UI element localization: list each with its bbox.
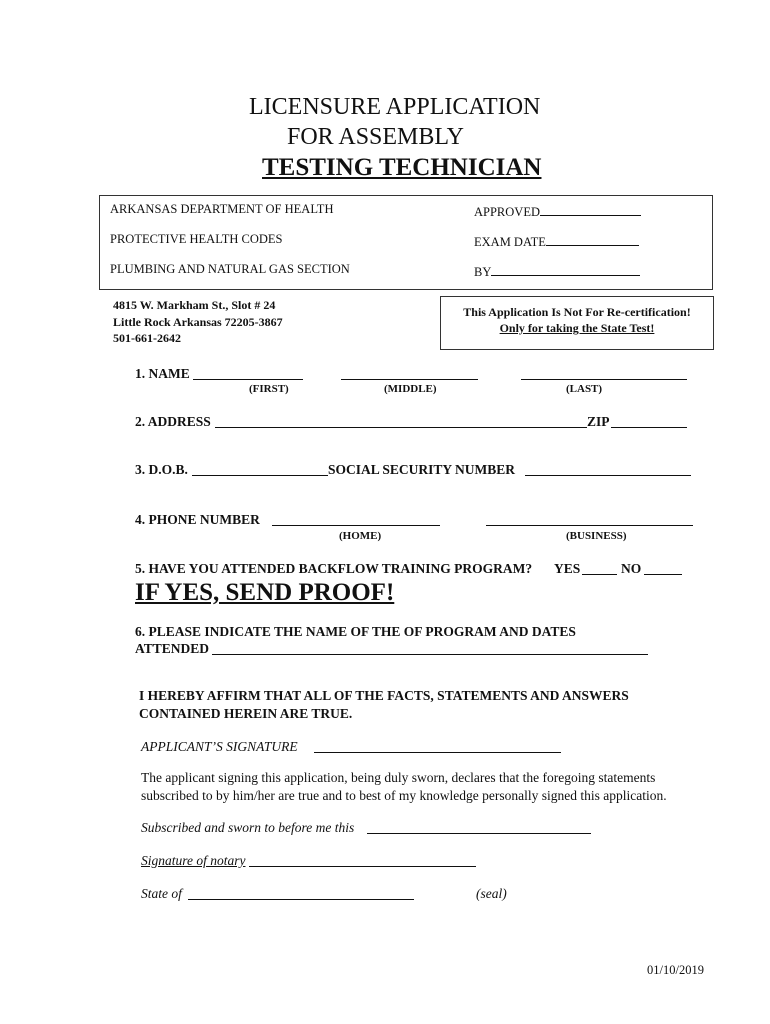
zip-label: ZIP (587, 414, 610, 429)
attended-label: ATTENDED (135, 641, 210, 656)
title-line-3: TESTING TECHNICIAN (262, 154, 542, 181)
seal-label: (seal) (476, 886, 507, 901)
first-caption: (FIRST) (249, 383, 289, 395)
approved-label: APPROVED (474, 205, 540, 219)
address-label: 2. ADDRESS (135, 414, 211, 429)
approved-line[interactable] (540, 202, 641, 216)
notice-line-1: This Application Is Not For Re-certification! (463, 305, 691, 319)
name-label: 1. NAME (135, 366, 190, 381)
dob-line[interactable] (192, 462, 328, 476)
approved-field[interactable] (474, 202, 641, 220)
subscribed-line[interactable] (367, 820, 591, 834)
zip-line[interactable] (611, 414, 687, 428)
exam-date-label: EXAM DATE (474, 235, 546, 249)
dept-name: ARKANSAS DEPARTMENT OF HEALTH (110, 202, 334, 216)
address-line-1: 4815 W. Markham St., Slot # 24 (113, 298, 276, 312)
oath-line-1: The applicant signing this application, being duly sworn, declares that the foregoing statements (141, 770, 656, 785)
dept-section: PLUMBING AND NATURAL GAS SECTION (110, 262, 350, 276)
by-field[interactable] (474, 262, 640, 280)
affirm-line-2: CONTAINED HEREIN ARE TRUE. (139, 706, 353, 721)
yes-line[interactable] (582, 561, 617, 575)
state-line[interactable] (188, 886, 414, 900)
no-line[interactable] (644, 561, 682, 575)
phone-label: 4. PHONE NUMBER (135, 512, 260, 527)
by-label: BY (474, 265, 492, 279)
title-line-2: FOR ASSEMBLY (287, 124, 464, 150)
state-label: State of (141, 886, 182, 901)
training-question: 5. HAVE YOU ATTENDED BACKFLOW TRAINING PROGRAM? (135, 561, 533, 576)
address-line[interactable] (215, 414, 587, 428)
notice-line-2: Only for taking the State Test! (499, 321, 655, 335)
applicant-signature-label: APPLICANT’S SIGNATURE (141, 739, 298, 754)
dept-division: PROTECTIVE HEALTH CODES (110, 232, 283, 246)
subscribed-label: Subscribed and sworn to before me this (141, 820, 355, 835)
middle-name-line[interactable] (341, 366, 478, 380)
business-phone-line[interactable] (486, 512, 693, 526)
title-line-1: LICENSURE APPLICATION (249, 94, 541, 120)
home-phone-line[interactable] (272, 512, 440, 526)
form-date: 01/10/2019 (647, 963, 704, 977)
middle-caption: (MIDDLE) (384, 383, 437, 395)
applicant-signature-line[interactable] (314, 739, 561, 753)
notary-signature-line[interactable] (249, 853, 476, 867)
send-proof-notice: IF YES, SEND PROOF! (135, 579, 395, 606)
home-caption: (HOME) (339, 530, 382, 542)
last-caption: (LAST) (566, 383, 603, 395)
notary-signature-label: Signature of notary (141, 853, 246, 868)
exam-date-line[interactable] (546, 232, 639, 246)
ssn-label: SOCIAL SECURITY NUMBER (328, 462, 516, 477)
exam-date-field[interactable] (474, 232, 639, 250)
no-label: NO (621, 561, 642, 576)
ssn-line[interactable] (525, 462, 691, 476)
recertification-notice (440, 296, 714, 350)
address-phone: 501-661-2642 (113, 331, 181, 345)
program-question: 6. PLEASE INDICATE THE NAME OF THE OF PROGRAM AND DATES (135, 624, 576, 639)
program-line[interactable] (212, 641, 648, 655)
yes-label: YES (554, 561, 581, 576)
first-name-line[interactable] (193, 366, 303, 380)
affirm-line-1: I HEREBY AFFIRM THAT ALL OF THE FACTS, STATEMENTS AND ANSWERS (139, 688, 629, 703)
dob-label: 3. D.O.B. (135, 462, 188, 477)
last-name-line[interactable] (521, 366, 687, 380)
business-caption: (BUSINESS) (566, 530, 627, 542)
by-line[interactable] (491, 262, 640, 276)
address-line-2: Little Rock Arkansas 72205-3867 (113, 315, 283, 329)
oath-line-2: subscribed to by him/her are true and to best of my knowledge personally signed this application. (141, 788, 667, 803)
